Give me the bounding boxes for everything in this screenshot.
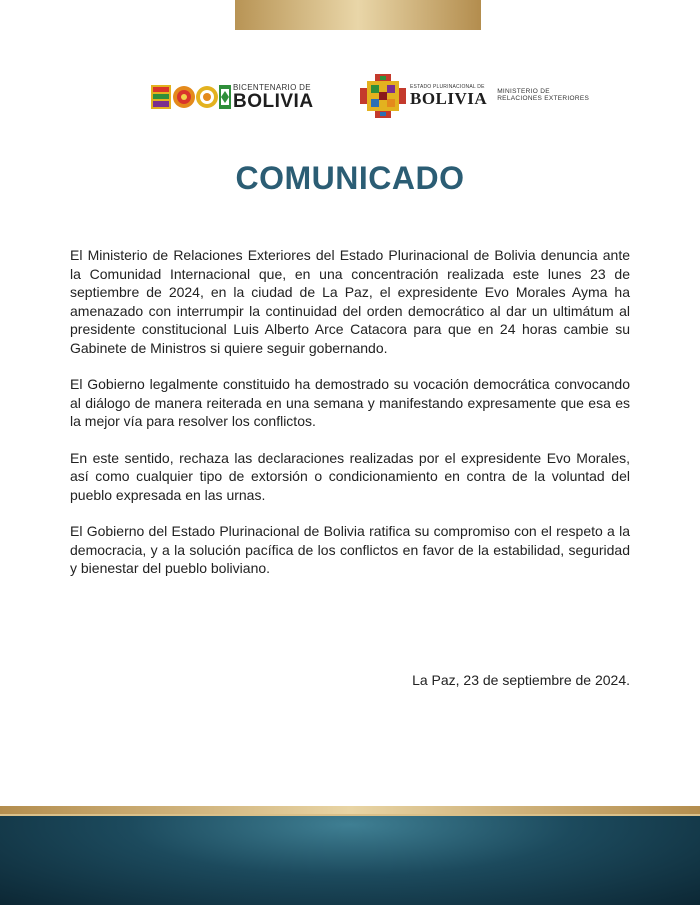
chakana-emblem-icon <box>360 74 406 118</box>
estado-small-text: ESTADO PLURINACIONAL DE <box>410 84 485 90</box>
ministerio-line1: MINISTERIO DE <box>497 88 550 96</box>
page-title: COMUNICADO <box>235 160 465 196</box>
estado-big-text: BOLIVIA <box>410 89 488 108</box>
paragraph-1: El Ministerio de Relaciones Exteriores del Estado Plurinacional de Bolivia denuncia ante la Comunidad Internacional que, en una concentración realizada este lunes 23 de septiembre de 2024, en la ciudad de La Paz, el expresidente Evo Morales Ayma ha amenazado con interrumpir la continuidad del orden democrático al dar un ultimátum al presidente constitucional Luis Alberto Arce Catacora para que en 24 horas cambie su Gabinete de Ministros si quiere seguir gobernando. <box>70 247 630 356</box>
header-logos <box>0 72 700 120</box>
paragraph-3: En este sentido, rechaza las declaraciones realizadas por el expresidente Evo Morales, así como cualquier tipo de extorsión o condicionamiento en contra de la voluntad del pueblo expresada en las urnas. <box>70 449 630 503</box>
paragraph-4: El Gobierno del Estado Plurinacional de Bolivia ratifica su compromiso con el respeto a la democracia, y a la solución pacífica de los conflictos en favor de la estabilidad, seguridad y bienestar del pueblo boliviano. <box>70 523 630 576</box>
footer-bar <box>0 816 700 905</box>
paragraph-2: El Gobierno legalmente constituido ha demostrado su vocación democrática convocando al diálogo de manera reiterada en una semana y manifestando expresamente que esa es la mejor vía para resolver los conflictos. <box>70 376 630 429</box>
bicentenario-small-text: BICENTENARIO DE <box>233 82 311 92</box>
ministerio-logo <box>360 74 589 118</box>
communique-body <box>70 246 630 596</box>
top-gold-bar <box>235 0 481 30</box>
date-line: La Paz, 23 de septiembre de 2024. <box>412 672 630 688</box>
ministerio-line2: RELACIONES EXTERIORES <box>497 95 590 102</box>
bicentenario-big-text: BOLIVIA <box>233 90 314 112</box>
footer-gold-band <box>0 806 700 814</box>
bicentenario-logo <box>151 82 314 112</box>
bicentenario-emblem-icon <box>151 83 231 111</box>
